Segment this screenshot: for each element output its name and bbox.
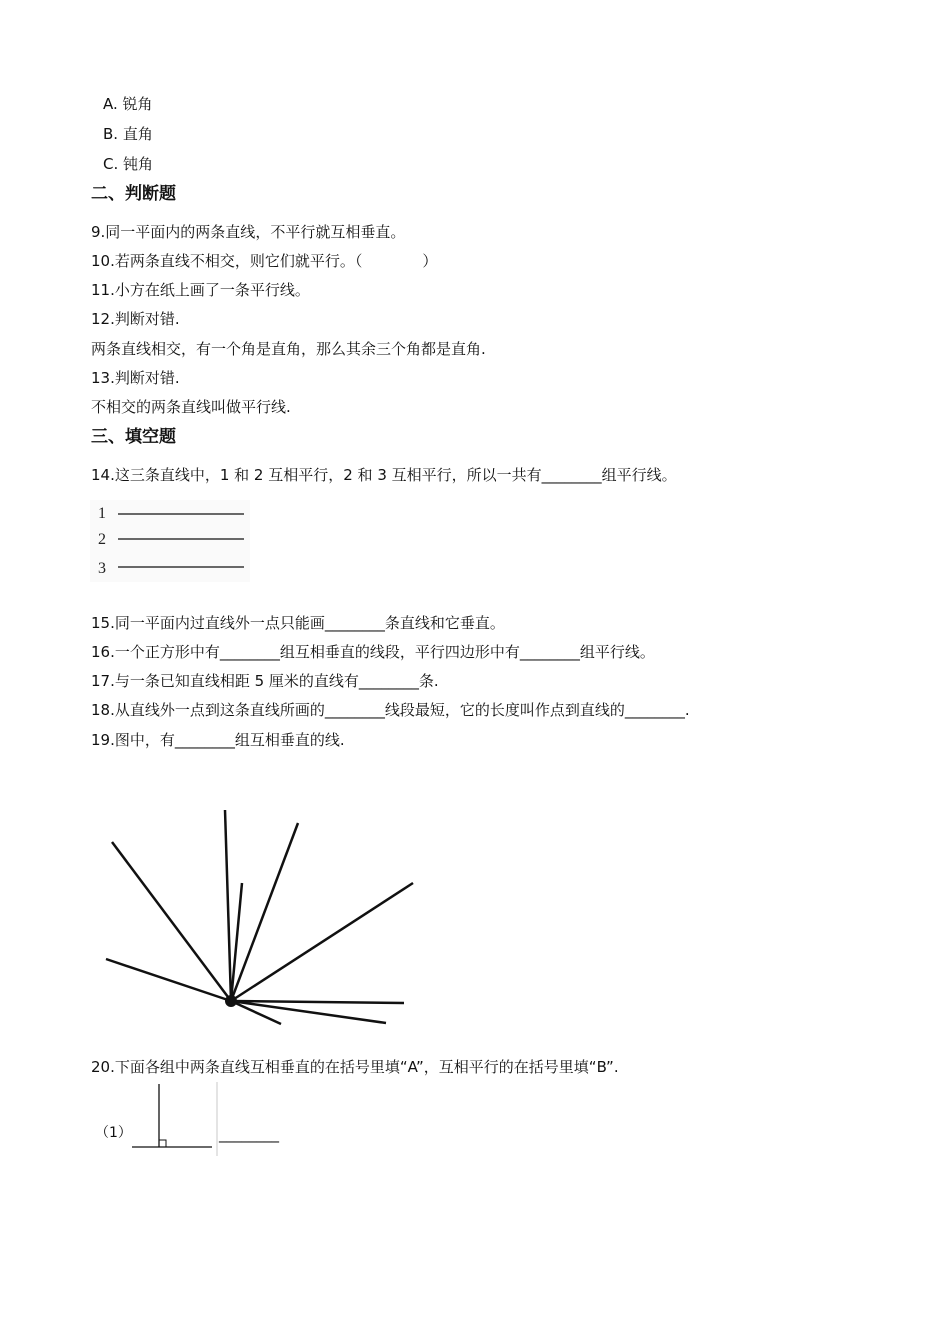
section-title-judgement: 二、判断题 — [91, 184, 176, 204]
line-label-3: 3 — [98, 560, 106, 577]
option-a: A. 锐角 — [103, 95, 153, 113]
question-20: 20.下面各组中两条直线互相垂直的在括号里填“A”，互相平行的在括号里填“B”. — [91, 1058, 619, 1076]
question-14: 14.这三条直线中，1 和 2 互相平行，2 和 3 互相平行，所以一共有________组平行线。 — [91, 466, 677, 484]
ray — [112, 842, 231, 1001]
ray — [225, 810, 231, 1001]
question-16: 16.一个正方形中有________组互相垂直的线段，平行四边形中有________组平行线。 — [91, 643, 655, 661]
question-10: 10.若两条直线不相交，则它们就平行。（ ） — [91, 252, 438, 270]
question-17: 17.与一条已知直线相距 5 厘米的直线有________条. — [91, 672, 439, 690]
parallel-lines-figure — [90, 500, 250, 582]
question-18: 18.从直线外一点到这条直线所画的________线段最短，它的长度叫作点到直线的________. — [91, 701, 690, 719]
ray — [106, 959, 231, 1001]
right-angle-mark — [159, 1140, 166, 1147]
section-title-fill-blank: 三、填空题 — [91, 427, 176, 447]
ray — [231, 1001, 404, 1003]
question-13: 13.判断对错. — [91, 369, 180, 387]
question-19: 19.图中，有________组互相垂直的线. — [91, 731, 345, 749]
question-12-statement: 两条直线相交，有一个角是直角，那么其余三个角都是直角. — [91, 340, 486, 358]
question-12: 12.判断对错. — [91, 310, 180, 328]
perpendicular-figure — [128, 1082, 220, 1156]
question-11: 11.小方在纸上画了一条平行线。 — [91, 281, 310, 299]
ray — [231, 883, 413, 1001]
option-b: B. 直角 — [103, 125, 153, 143]
line-label-2: 2 — [98, 531, 106, 548]
question-9: 9.同一平面内的两条直线，不平行就互相垂直。 — [91, 223, 406, 241]
common-point — [225, 995, 237, 1007]
q20-item-label: （1） — [95, 1125, 132, 1141]
rays-figure — [100, 805, 420, 1030]
option-c: C. 钝角 — [103, 155, 154, 173]
question-15: 15.同一平面内过直线外一点只能画________条直线和它垂直。 — [91, 614, 505, 632]
q20-answer-blank[interactable]: ________ — [219, 1125, 279, 1143]
question-13-statement: 不相交的两条直线叫做平行线. — [91, 398, 291, 416]
ray — [231, 823, 298, 1001]
line-label-1: 1 — [98, 505, 106, 522]
